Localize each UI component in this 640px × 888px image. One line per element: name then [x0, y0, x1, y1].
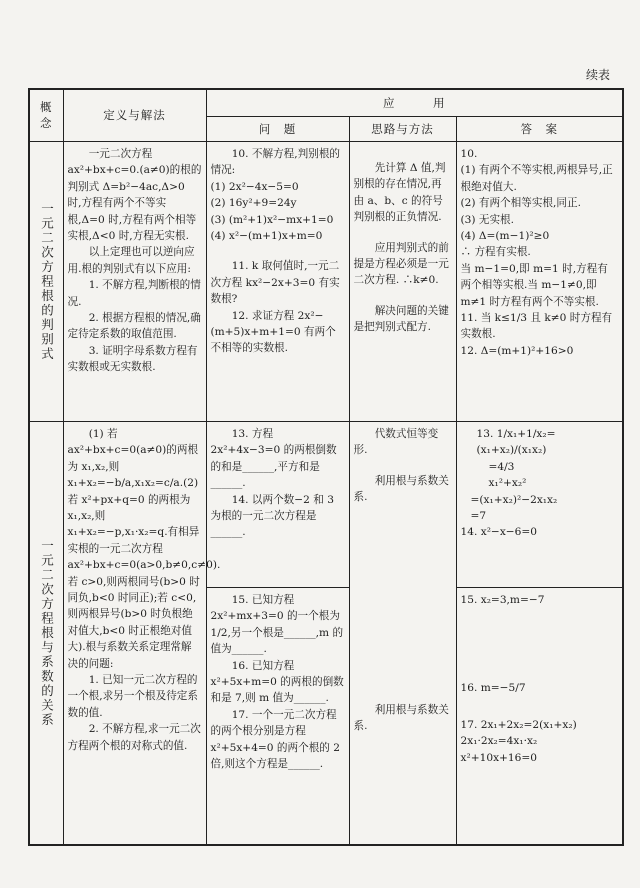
- answer-text: 15. x₂=3,m=−7: [460, 593, 545, 606]
- definition-text: 2. 不解方程,求一元二次方程两个根的对称式的值.: [67, 723, 201, 752]
- continued-label: 续表: [585, 68, 610, 82]
- problem-text: 15. 已知方程 2x²+mx+3=0 的一个根为 1/2,另一个根是______,m 的值为______.: [210, 593, 344, 656]
- answer-cell: [456, 587, 623, 845]
- answer-text: x₁²+x₂²: [488, 477, 527, 490]
- problem-text: 14. 以两个数−2 和 3 为根的一元二次方程是______.: [210, 493, 334, 539]
- header-method: 思路与方法: [349, 116, 456, 141]
- problem-text: 12. 求证方程 2x²−(m+5)x+m+1=0 有两个不相等的实数根.: [210, 309, 336, 355]
- method-cell: [349, 141, 456, 421]
- problem-text: 16. 已知方程 x²+5x+m=0 的两根的倒数和是 7,则 m 值为______.: [210, 659, 344, 705]
- header-definition: 定义与解法: [63, 89, 206, 141]
- summary-table: [28, 88, 624, 846]
- problems-cell: [206, 587, 349, 845]
- answer-cell: [456, 141, 623, 421]
- answer-text: 16. m=−5/7: [460, 682, 526, 695]
- answer-text: 11. 当 k≤1/3 且 k≠0 时方程有实数根.: [460, 311, 613, 341]
- problem-text: (1) 2x²−4x−5=0: [210, 180, 299, 193]
- problem-text: 17. 一个一元二次方程的两个根分别是方程 x²+5x+4=0 的两个根的 2 倍,则这个方程是______.: [210, 708, 340, 770]
- answer-text: =7: [470, 509, 487, 522]
- problem-text: 11. k 取何值时,一元二次方程 kx²−2x+3=0 有实数根?: [210, 260, 340, 306]
- header-concept: 概念: [29, 89, 63, 141]
- problem-text: (3) (m²+1)x²−mx+1=0: [210, 213, 334, 226]
- answer-text: 10.: [460, 147, 478, 160]
- concept-vieta: [29, 421, 63, 845]
- definition-text: 1. 已知一元二次方程的一个根,求另一个根及待定系数的值.: [67, 674, 198, 719]
- problem-text: (4) x²−(m+1)x+m=0: [210, 229, 323, 242]
- answer-text: (1) 有两个不等实根,两根异号,正根绝对值大.: [460, 164, 613, 193]
- method-cell: [349, 421, 456, 845]
- answer-text: x²+10x+16=0: [460, 751, 538, 764]
- problem-text: 13. 方程 2x²+4x−3=0 的两根倒数的和是______,平方和是______.: [210, 427, 337, 490]
- answer-text: 当 m−1=0,即 m=1 时,方程有两个相等实根.当 m−1≠0,即 m≠1 时方程有两个不等实根.: [460, 262, 608, 308]
- method-text: 解决问题的关键是把判别式配方.: [353, 304, 449, 334]
- header-application: 应 用: [206, 89, 623, 116]
- answer-text: (4) Δ=(m−1)²≥0: [460, 229, 550, 242]
- answer-text: (3) 无实根.: [460, 213, 515, 226]
- definition-cell: [63, 421, 221, 845]
- header-answer: 答 案: [456, 116, 623, 141]
- definition-text: 2. 根据方程根的情况,确定待定系数的取值范围.: [67, 311, 201, 341]
- definition-text: 1. 不解方程,判断根的情况.: [67, 279, 201, 308]
- definition-text: (1) 若 ax²+bx+c=0(a≠0)的两根为 x₁,x₂,则 x₁+x₂=−b/a,x₁x₂=c/a.(2) 若 x²+px+q=0 的两根为 x₁,x₂,则 x₁+x₂=−p,x₁·x₂=q.有相异实根的一元二次方程 ax²+bx+c=0(a>0,b≠0,c≠0).若 c>0,则两根同号(b>0 时同负,b<0 时同正);若 c<0,则两根异号(b>0 时负根绝对值大,b<0 时正根绝对值大).根与系数关系定理常解决的问题:: [67, 427, 221, 670]
- method-text: 利用根与系数关系.: [353, 474, 449, 504]
- problem-text: (2) 16y²+9=24y: [210, 197, 297, 210]
- definition-text: 3. 证明字母系数方程有实数根或无实数根.: [67, 344, 198, 374]
- definition-text: 以上定理也可以逆向应用.根的判别式有以下应用:: [67, 246, 195, 275]
- header-problems: 问 题: [206, 116, 349, 141]
- concept-text: 一元二次方程根的判别式: [39, 201, 55, 362]
- problems-cell: [206, 421, 349, 587]
- concept-text: 一元二次方程根与系数的关系: [39, 538, 55, 728]
- answer-text: =4/3: [488, 460, 515, 473]
- problem-text: 10. 不解方程,判别根的情况:: [210, 147, 341, 177]
- answer-cell: [456, 421, 623, 587]
- problems-cell: [206, 141, 349, 421]
- definition-text: 一元二次方程 ax²+bx+c=0.(a≠0)的根的判别式 Δ=b²−4ac,Δ>0 时,方程有两个不等实根,Δ=0 时,方程有两个相等实根,Δ<0 时,方程无实根.: [67, 147, 202, 242]
- method-text: 代数式恒等变形.: [353, 427, 439, 457]
- answer-text: ∴ 方程有实根.: [460, 246, 531, 259]
- answer-text: 2x₁·2x₂=4x₁·x₂: [460, 735, 538, 748]
- answer-text: 13. 1/x₁+1/x₂=(x₁+x₂)/(x₁x₂): [476, 427, 556, 457]
- answer-text: 14. x²−x−6=0: [460, 526, 538, 539]
- answer-text: (2) 有两个相等实根,同正.: [460, 197, 581, 210]
- answer-text: 17. 2x₁+2x₂=2(x₁+x₂): [460, 718, 577, 731]
- method-text: 应用判别式的前提是方程必须是一元二次方程. ∴k≠0.: [353, 241, 449, 287]
- answer-text: =(x₁+x₂)²−2x₁x₂: [470, 493, 558, 506]
- concept-discriminant: [29, 141, 63, 421]
- method-text: 利用根与系数关系.: [353, 703, 449, 732]
- answer-text: 12. Δ=(m+1)²+16>0: [460, 344, 574, 357]
- method-text: 先计算 Δ 值,判别根的存在情况,再由 a、b、c 的符号判别根的正负情况.: [353, 161, 446, 224]
- definition-cell: [63, 141, 206, 421]
